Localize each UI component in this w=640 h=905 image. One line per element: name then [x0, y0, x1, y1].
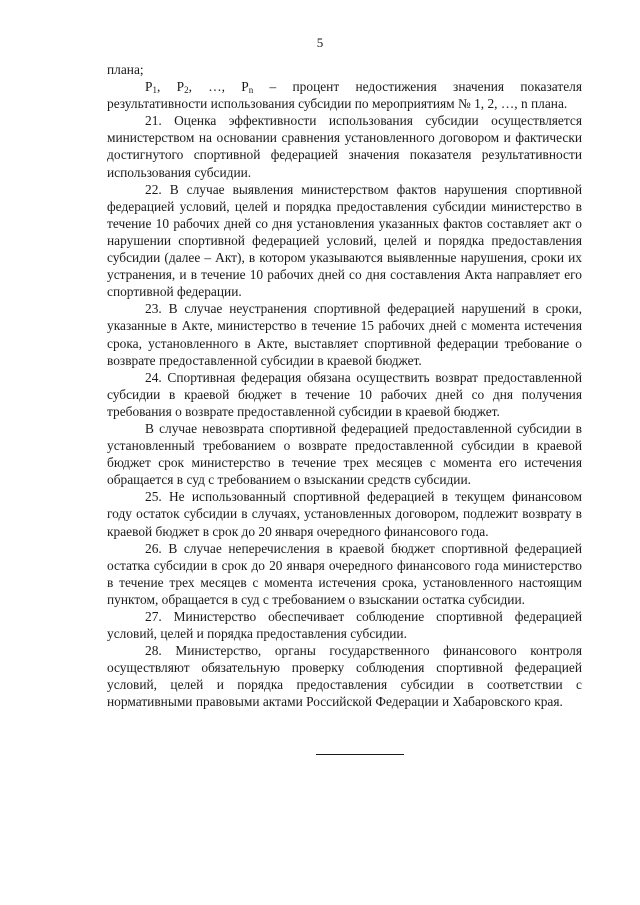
page-number: 5	[316, 35, 324, 50]
paragraph-continuation: плана;	[107, 62, 144, 77]
paragraph-24-continued: В случае невозврата спортивной федерацией предоставленной субсидии в установленный требованием о возврате предоставленной субсидии в краевой бюджет срок министерство в течение трех месяцев с момента его истечения обращается в суд с требованием о взыскании средств субсидии.	[107, 420, 582, 488]
paragraph-21: 21. Оценка эффективности использования субсидии осуществляется министерством на основании сравнения установленного договором и фактически достигнутого спортивной федерацией значения показателя результативности использования субсидии.	[107, 113, 582, 180]
paragraph-23: 23. В случае неустранения спортивной федерацией нарушений в сроки, указанные в Акте, министерство в течение 15 рабочих дней с момента истечения срока, установленного в Акте, выставляет спортивной федерации требование о возврате предоставленной субсидии в краевой бюджет.	[107, 301, 582, 368]
paragraph-24: 24. Спортивная федерация обязана осуществить возврат предоставленной субсидии в краевой бюджет в течение 10 рабочих дней со дня получения требования о возврате предоставленной субсидии в краевой бюджет.	[107, 369, 582, 419]
paragraph-25: 25. Не использованный спортивной федерацией в текущем финансовом году остаток субсидии в случаях, установленных договором, подлежит возврату в краевой бюджет в срок до 20 января очередного финансового года.	[107, 489, 582, 539]
paragraph-22: 22. В случае выявления министерством фактов нарушения спортивной федерацией условий, целей и порядка предоставления субсидии министерство в течение 10 рабочих дней со дня установления указанных фактов составляет акт о нарушении спортивной федерацией условий, целей и порядка предоставления субсидии (далее – Акт), в котором указываются выявленные нарушения, сроки их устранения, и в течение 10 рабочих дней со дня составления Акта направляет его спортивной федерации.	[107, 181, 582, 300]
end-of-document-line	[316, 754, 404, 755]
formula-pn: $P_n$	[241, 79, 254, 96]
formula-definition-text: – процент недостижения значения показателя результативности использования субсидии по мероприятиям № 1, 2, …, n плана.	[107, 79, 582, 112]
formula-p1: $P_1$	[145, 79, 157, 96]
paragraph-27: 27. Министерство обеспечивает соблюдение спортивной федерацией условий, целей и порядка предоставления субсидии.	[107, 609, 582, 642]
formula-p2: $P_2$	[176, 79, 189, 96]
document-body	[107, 61, 582, 711]
paragraph-26: 26. В случае неперечисления в краевой бюджет спортивной федерацией остатка субсидии в срок до 20 января очередного финансового года министерство в течение трех месяцев с момента истечения срока, установленного настоящим пунктом, обращается в суд с требованием о взыскании остатка субсидии.	[107, 540, 582, 607]
paragraph-formula-definition: $P_1$, $P_2$, …, $P_n$ – процент недостижения значения показателя результативности использования субсидии по мероприятиям № 1, 2, …, n плана.	[107, 79, 582, 112]
paragraph-28: 28. Министерство, органы государственного финансового контроля осуществляют обязательную проверку соблюдения спортивной федерацией условий, целей и порядка предоставления субсидии в соответствии с нормативными правовыми актами Российской Федерации и Хабаровского края.	[107, 643, 582, 710]
